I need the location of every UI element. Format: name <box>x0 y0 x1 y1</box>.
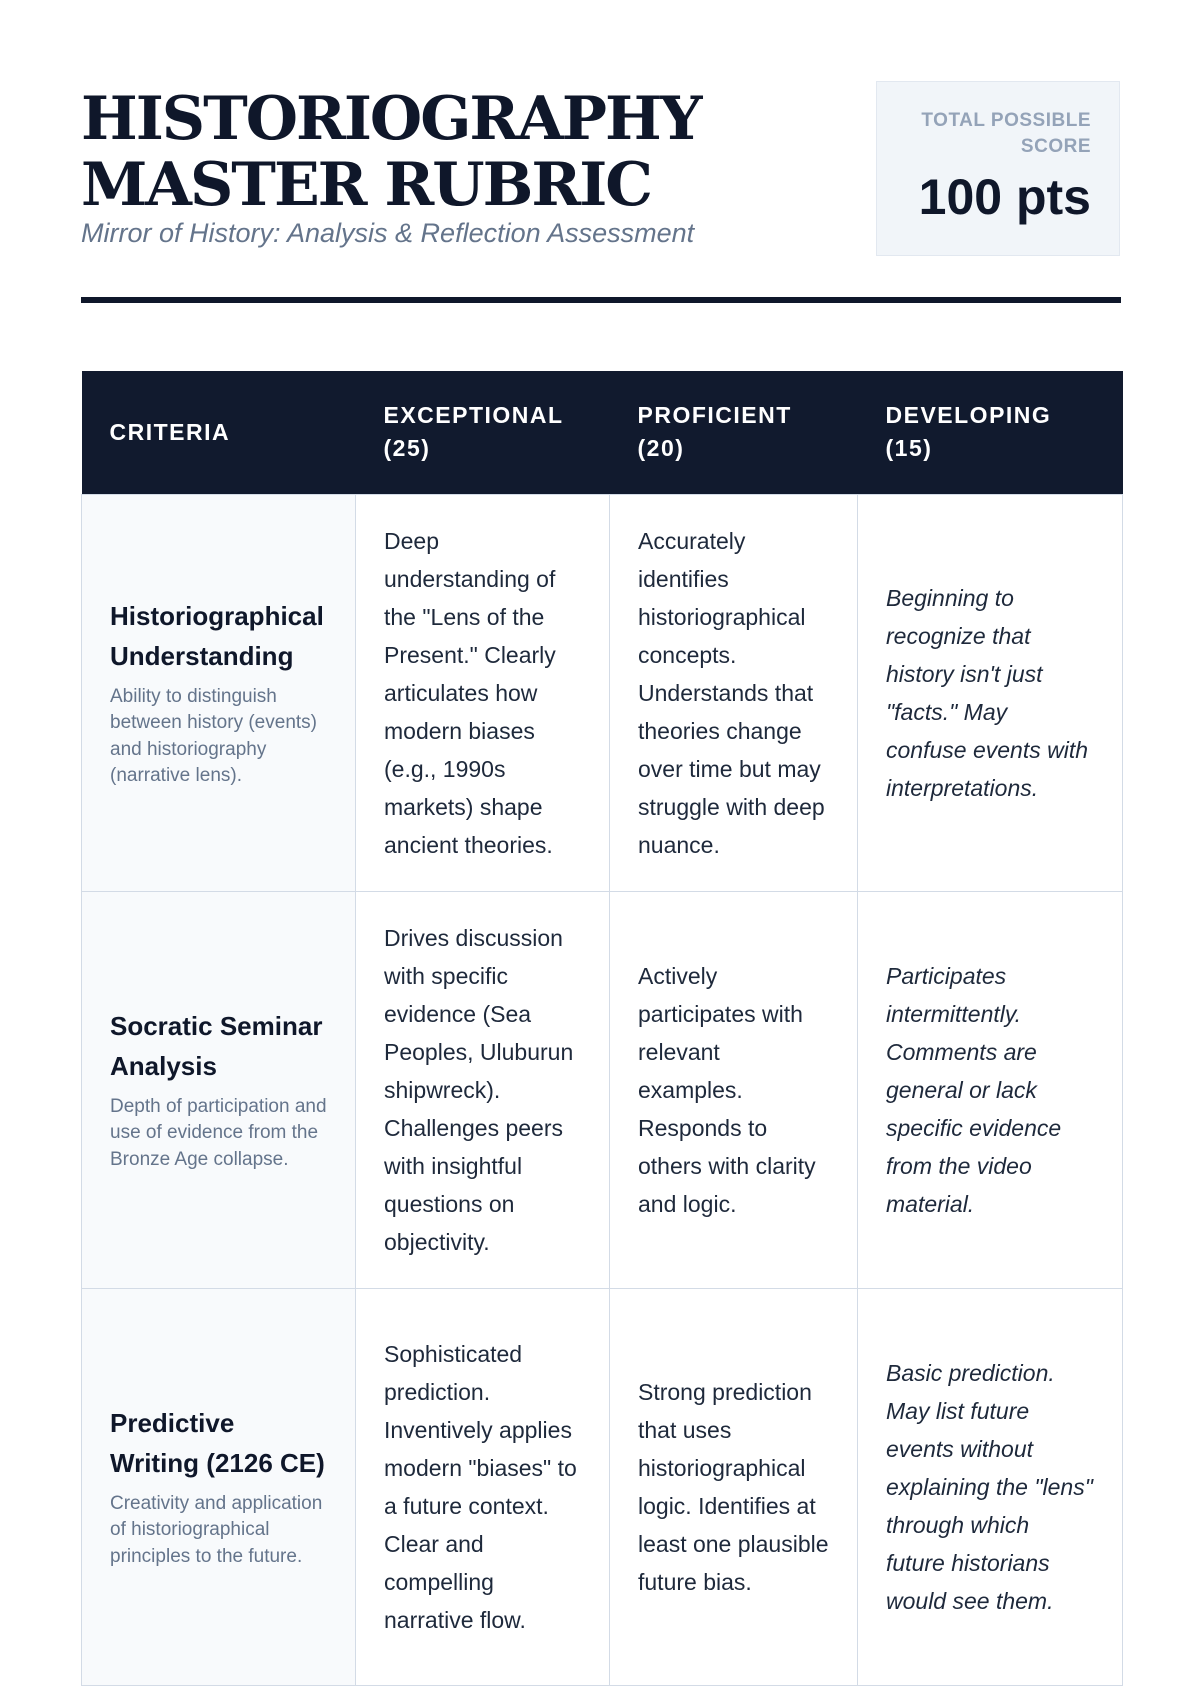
table-row <box>82 494 1123 891</box>
column-header-criteria: CRITERIA <box>82 371 356 494</box>
developing-cell: Participates intermittently. Comments are general or lack specific evidence from the video material. <box>858 891 1123 1288</box>
criteria-title: Historiographical Understanding <box>110 600 324 671</box>
rubric-page <box>81 0 1121 1633</box>
page-title: HISTORIOGRAPHY MASTER RUBRIC <box>81 84 701 220</box>
criteria-cell <box>82 891 356 1288</box>
total-score-box <box>876 81 1120 256</box>
developing-cell: Basic prediction. May list future events without explaining the "lens" through which future historians would see them. <box>858 1288 1123 1685</box>
column-header-proficient: PROFICIENT (20) <box>610 371 858 494</box>
page-subtitle: Mirror of History: Analysis & Reflection Assessment <box>81 218 695 248</box>
exceptional-cell: Deep understanding of the "Lens of the Present." Clearly articulates how modern biases (e.g., 1990s markets) shape ancient theories. <box>356 494 610 891</box>
column-header-developing: DEVELOPING (15) <box>858 371 1123 494</box>
rubric-header-row <box>82 371 1123 494</box>
table-row <box>82 1288 1123 1685</box>
criteria-title: Predictive Writing (2126 CE) <box>110 1407 325 1478</box>
proficient-cell: Actively participates with relevant examples. Responds to others with clarity and logic. <box>610 891 858 1288</box>
criteria-cell <box>82 494 356 891</box>
developing-cell: Beginning to recognize that history isn't just "facts." May confuse events with interpretations. <box>858 494 1123 891</box>
exceptional-cell: Drives discussion with specific evidence (Sea Peoples, Uluburun shipwreck). Challenges peers with insightful questions on objectivity. <box>356 891 610 1288</box>
column-header-exceptional: EXCEPTIONAL (25) <box>356 371 610 494</box>
header-divider <box>81 297 1121 303</box>
criteria-description: Creativity and application of historiographical principles to the future. <box>110 1492 323 1567</box>
criteria-title: Socratic Seminar Analysis <box>110 1010 323 1081</box>
criteria-description: Depth of participation and use of evidence from the Bronze Age collapse. <box>110 1095 327 1170</box>
criteria-cell <box>82 1288 356 1685</box>
proficient-cell: Strong prediction that uses historiographical logic. Identifies at least one plausible future bias. <box>610 1288 858 1685</box>
page-header <box>81 0 1121 300</box>
total-score-label: TOTAL POSSIBLE SCORE <box>921 110 1091 157</box>
rubric-table <box>81 371 1123 1686</box>
table-row <box>82 891 1123 1288</box>
total-score-value: 100 pts <box>918 169 1091 225</box>
criteria-description: Ability to distinguish between history (events) and historiography (narrative lens). <box>110 685 317 786</box>
proficient-cell: Accurately identifies historiographical concepts. Understands that theories change over time but may struggle with deep nuance. <box>610 494 858 891</box>
exceptional-cell: Sophisticated prediction. Inventively applies modern "biases" to a future context. Clear and compelling narrative flow. <box>356 1288 610 1685</box>
